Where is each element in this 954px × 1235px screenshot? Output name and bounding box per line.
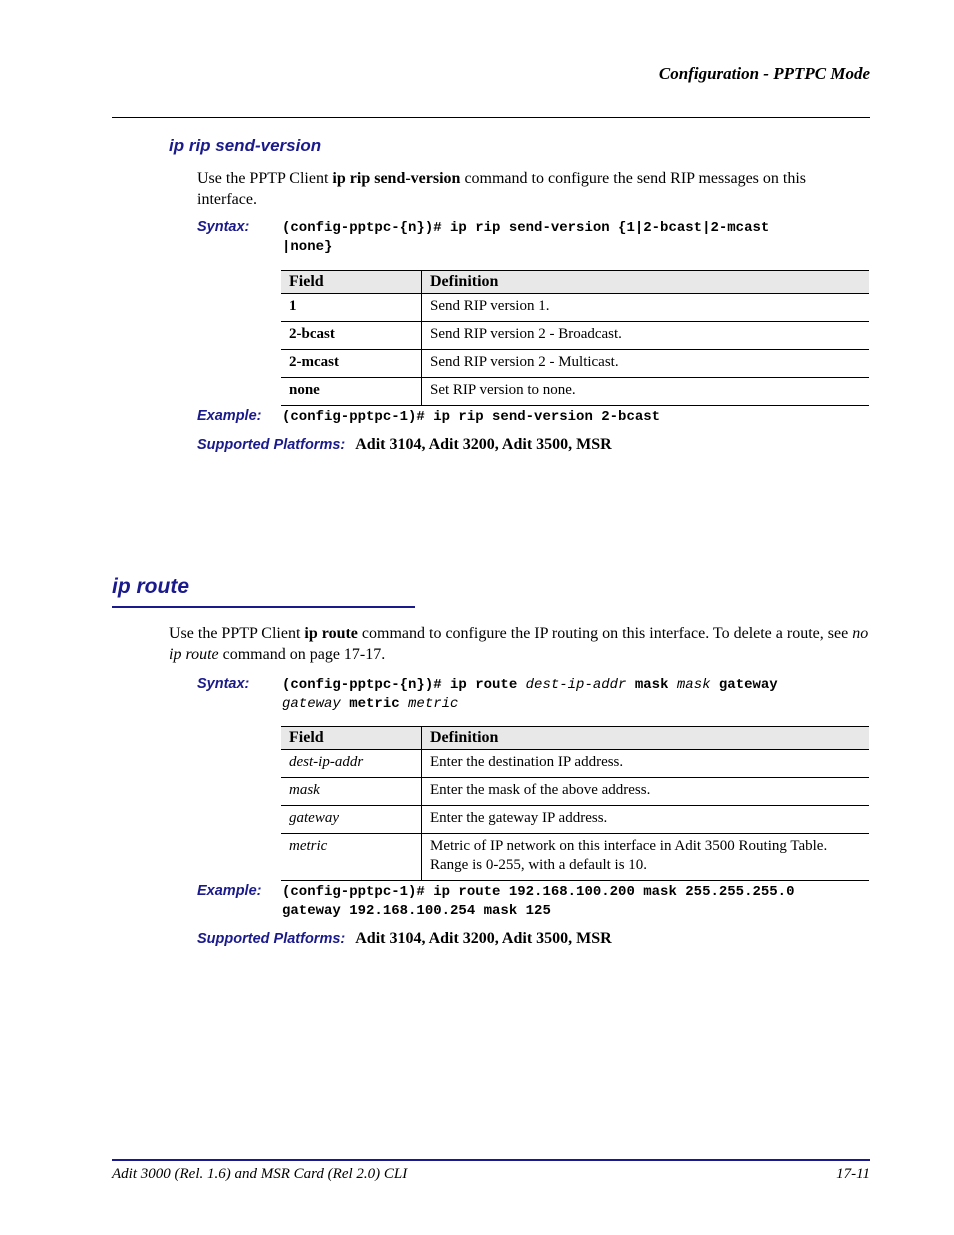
desc-text: command on page 17-17. bbox=[218, 646, 386, 663]
syntax-line bbox=[282, 676, 778, 695]
definition-cell: Send RIP version 2 - Broadcast. bbox=[422, 322, 870, 350]
section1-description bbox=[197, 168, 869, 210]
desc-command: ip route bbox=[304, 625, 358, 642]
table-row bbox=[281, 350, 869, 378]
definition-cell: Set RIP version to none. bbox=[422, 378, 870, 406]
syntax-line bbox=[282, 695, 778, 714]
section-heading-ip-route: ip route bbox=[112, 575, 189, 598]
syntax-argument: metric bbox=[408, 696, 459, 712]
platforms-label: Supported Platforms: bbox=[197, 931, 346, 947]
syntax-keyword: metric bbox=[340, 696, 409, 712]
example-label: Example: bbox=[197, 883, 262, 899]
platforms-value: Adit 3104, Adit 3200, Adit 3500, MSR bbox=[355, 930, 612, 947]
syntax-argument: mask bbox=[676, 677, 711, 693]
column-header: Field bbox=[281, 727, 422, 750]
desc-text: command to configure the send RIP messages on this interface. bbox=[197, 170, 807, 208]
field-table-send-version bbox=[281, 270, 869, 406]
syntax-line: (config-pptpc-{n})# ip rip send-version {1|2-bcast|2-mcast bbox=[282, 220, 770, 236]
syntax-keyword: (config-pptpc-{n})# ip route bbox=[282, 677, 526, 693]
platforms-value: Adit 3104, Adit 3200, Adit 3500, MSR bbox=[355, 436, 612, 453]
field-table-ip-route bbox=[281, 726, 869, 881]
syntax-argument: gateway bbox=[282, 696, 341, 712]
table-row bbox=[281, 378, 869, 406]
example-line: gateway 192.168.100.254 mask 125 bbox=[282, 903, 551, 919]
definition-cell: Enter the mask of the above address. bbox=[422, 778, 870, 806]
table-row bbox=[281, 778, 869, 806]
field-cell: 1 bbox=[281, 294, 422, 322]
desc-text: command to configure the IP routing on this interface. To delete a route, see bbox=[357, 625, 853, 642]
footer-document-title: Adit 3000 (Rel. 1.6) and MSR Card (Rel 2.0) CLI bbox=[112, 1166, 408, 1182]
definition-line: Range is 0-255, with a default is 10. bbox=[430, 857, 648, 873]
table-row bbox=[281, 322, 869, 350]
desc-reference: no ip route bbox=[169, 625, 869, 663]
syntax-argument: dest-ip-addr bbox=[525, 677, 627, 693]
definition-cell: Enter the gateway IP address. bbox=[422, 806, 870, 834]
table-header-row bbox=[281, 727, 869, 750]
example-code: (config-pptpc-1)# ip rip send-version 2-bcast bbox=[282, 409, 661, 425]
syntax-label: Syntax: bbox=[197, 219, 250, 235]
field-cell: metric bbox=[281, 834, 422, 881]
syntax-keyword: gateway bbox=[710, 677, 778, 693]
table-row bbox=[281, 750, 869, 778]
footer-rule bbox=[112, 1159, 870, 1161]
field-cell: 2-mcast bbox=[281, 350, 422, 378]
example-line: (config-pptpc-1)# ip route 192.168.100.200 mask 255.255.255.0 bbox=[282, 884, 795, 900]
column-header: Field bbox=[281, 271, 422, 294]
definition-cell: Send RIP version 2 - Multicast. bbox=[422, 350, 870, 378]
syntax-code bbox=[282, 676, 778, 714]
syntax-label: Syntax: bbox=[197, 676, 250, 692]
definition-cell: Enter the destination IP address. bbox=[422, 750, 870, 778]
definition-cell bbox=[422, 834, 870, 881]
definition-line: Metric of IP network on this interface in Adit 3500 Routing Table. bbox=[430, 838, 828, 854]
table-row bbox=[281, 294, 869, 322]
table-row bbox=[281, 834, 869, 881]
example-code bbox=[282, 883, 794, 921]
definition-cell: Send RIP version 1. bbox=[422, 294, 870, 322]
platforms-label: Supported Platforms: bbox=[197, 437, 346, 453]
supported-platforms bbox=[197, 930, 612, 948]
footer-page-number: 17-11 bbox=[836, 1166, 870, 1182]
running-header: Configuration - PPTPC Mode bbox=[658, 64, 870, 83]
field-cell: 2-bcast bbox=[281, 322, 422, 350]
desc-text: Use the PPTP Client bbox=[197, 170, 333, 187]
supported-platforms bbox=[197, 436, 612, 454]
table-header-row bbox=[281, 271, 869, 294]
syntax-keyword: mask bbox=[626, 677, 677, 693]
column-header: Definition bbox=[422, 727, 870, 750]
example-label: Example: bbox=[197, 408, 262, 424]
syntax-code bbox=[282, 219, 769, 257]
header-rule bbox=[112, 117, 870, 118]
table-row bbox=[281, 806, 869, 834]
syntax-line: |none} bbox=[282, 239, 333, 255]
desc-command: ip rip send-version bbox=[332, 170, 461, 187]
heading-underline bbox=[112, 606, 415, 608]
field-cell: mask bbox=[281, 778, 422, 806]
column-header: Definition bbox=[422, 271, 870, 294]
field-cell: dest-ip-addr bbox=[281, 750, 422, 778]
field-cell: gateway bbox=[281, 806, 422, 834]
section-heading-ip-rip-send-version: ip rip send-version bbox=[169, 136, 322, 155]
field-cell: none bbox=[281, 378, 422, 406]
desc-text: Use the PPTP Client bbox=[169, 625, 305, 642]
section2-description bbox=[169, 623, 871, 665]
